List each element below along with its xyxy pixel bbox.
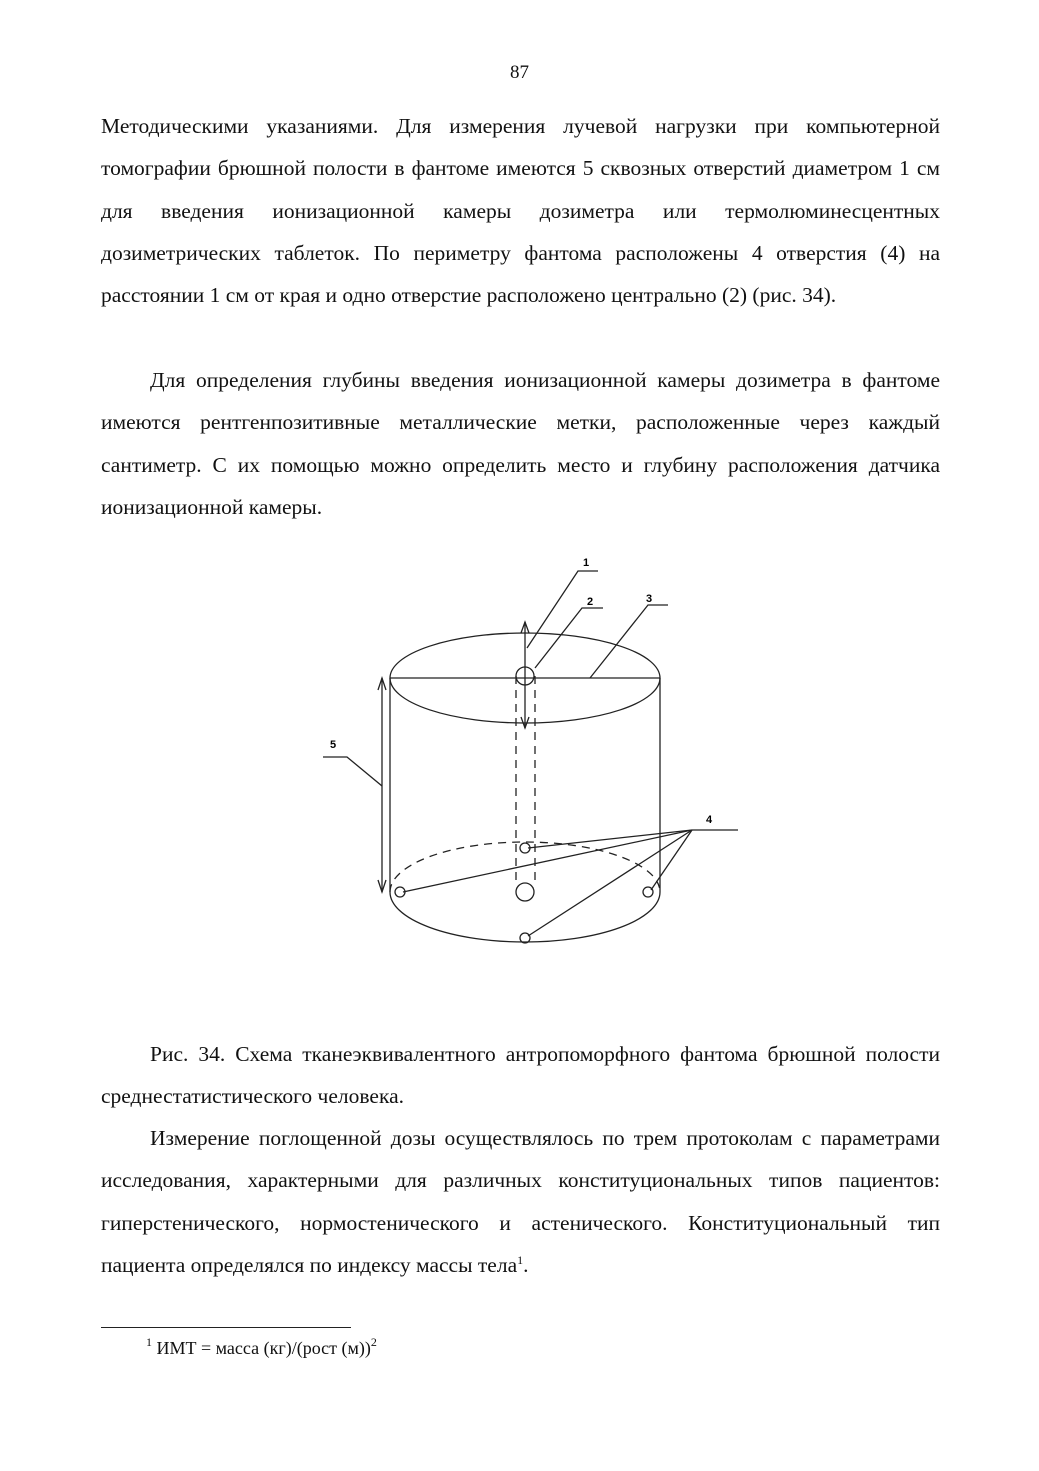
label-1: 1 — [583, 557, 590, 569]
bottom-back-arc — [390, 842, 660, 892]
footnote-text: ИМТ = масса (кг)/(рост (м)) — [152, 1338, 371, 1358]
label-4: 4 — [706, 814, 713, 826]
figure-caption: Рис. 34. Схема тканеэквивалентного антропоморфного фантома брюшной полости среднестатистического человека. — [101, 1042, 940, 1109]
label-3: 3 — [646, 593, 653, 605]
footnote-ref: 1 — [517, 1252, 524, 1267]
paragraph-3-text: Измерение поглощенной дозы осуществлялось по трем протоколам с параметрами исследования, характерными для различных конституциональных типов пациентов: гиперстенического, нормостенического и астенического. Конституциональный тип пациента определялся по индексу массы тела — [101, 1126, 940, 1277]
paragraph-1: Методическими указаниями. Для измерения лучевой нагрузки при компьютерной томографии брюшной полости в фантоме имеются 5 сквозных отверстий диаметром 1 см для введения ионизационной камеры дозиметра или термолюминесцентных дозиметрических таблеток. По периметру фантома расположены 4 отверстия (4) на расстоянии 1 см от края и одно отверстие расположено центрально (2) (рис. 34). — [101, 114, 940, 308]
leader-1 — [527, 571, 598, 648]
paragraph-3-end: . — [523, 1252, 529, 1277]
leader-2 — [535, 608, 603, 668]
footnote-mark: 1 — [146, 1335, 152, 1349]
page-number: 87 — [510, 62, 529, 83]
paragraph-3 — [101, 1117, 940, 1286]
leader-5 — [323, 757, 382, 786]
label-2: 2 — [587, 596, 594, 608]
phantom-diagram — [300, 545, 760, 965]
paragraph-2: Для определения глубины введения ионизационной камеры дозиметра в фантоме имеются рентгенпозитивные металлические метки, расположенные через каждый сантиметр. С их помощью можно определить место и глубину расположения датчика ионизационной камеры. — [101, 368, 940, 519]
footnote-separator — [101, 1327, 351, 1328]
center-hole-bottom — [516, 883, 534, 901]
footnote — [146, 1335, 377, 1361]
footnote-exponent: 2 — [370, 1335, 377, 1349]
label-5: 5 — [330, 739, 337, 751]
bottom-front-arc — [390, 892, 660, 942]
